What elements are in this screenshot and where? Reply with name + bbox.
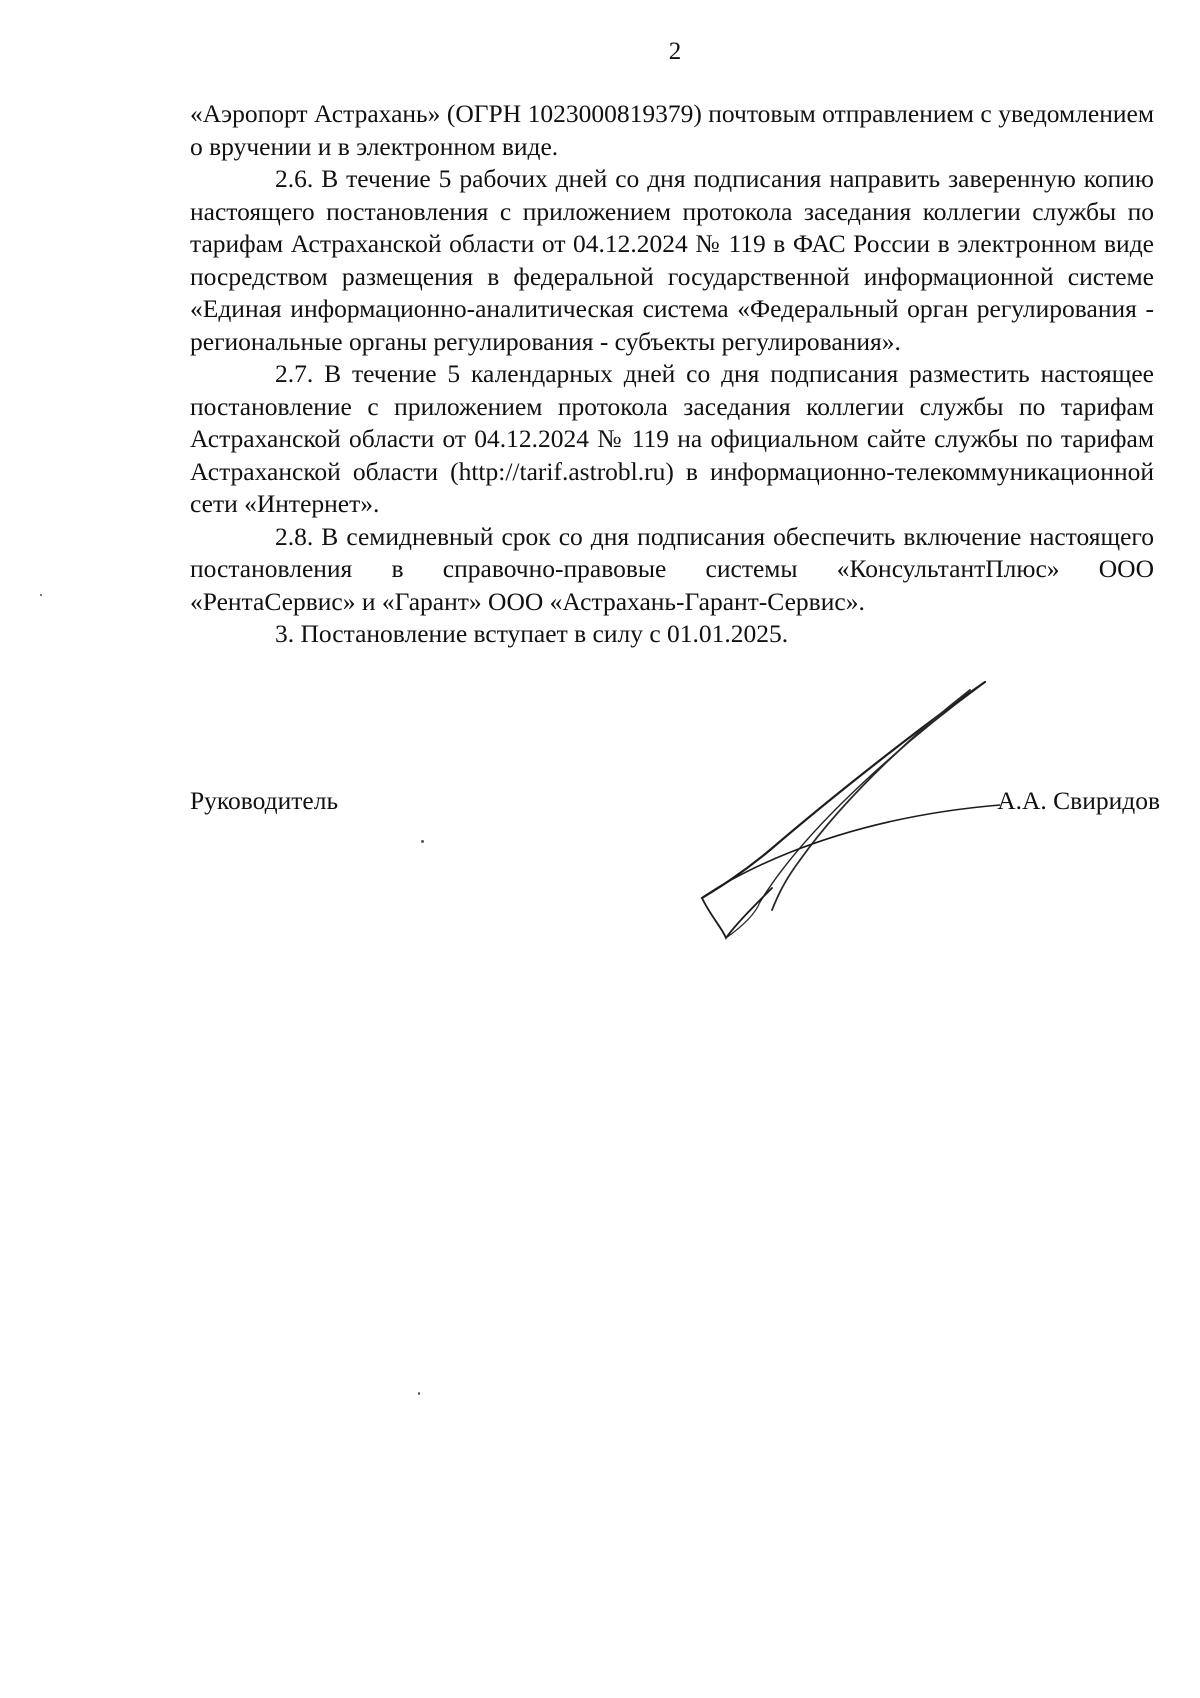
paragraph-continuation: «Аэропорт Астрахань» (ОГРН 1023000819379) почтовым отправлением с уведомлением о вручении и в электронном виде. — [190, 99, 1154, 161]
scan-speck — [418, 1392, 420, 1395]
page-number: 2 — [668, 38, 682, 65]
scan-speck — [40, 594, 42, 596]
handwritten-signature — [700, 670, 1000, 940]
scan-speck — [421, 840, 424, 843]
paragraph-2-8: 2.8. В семидневный срок со дня подписания обеспечить включение настоящего постановления в справочно-правовые системы «КонсультантПлюс» ООО «РентаСервис» и «Гарант» ООО «Астрахань-Гарант-Сервис». — [190, 521, 1154, 616]
signer-name: А.А. Свиридов — [997, 786, 1160, 815]
paragraph-2-6: 2.6. В течение 5 рабочих дней со дня подписания направить заверенную копию настоящего постановления с приложением протокола заседания коллегии службы по тарифам Астраханской области от 04.12.2024 № 119 в ФАС России в электронном виде посредством размещения в федеральной государственной информационной системе «Единая информационно-аналитическая система «Федеральный орган регулирования - региональные органы регулирования - субъекты регулирования». — [190, 164, 1154, 356]
paragraph-3: 3. Постановление вступает в силу с 01.01.2025. — [275, 619, 789, 648]
signer-position: Руководитель — [190, 786, 339, 815]
document-body — [190, 98, 1154, 651]
paragraph-2-7: 2.7. В течение 5 календарных дней со дня подписания разместить настоящее постановление с приложением протокола заседания коллегии службы по тарифам Астраханской области от 04.12.2024 № 119 на официальном сайте службы по тарифам Астраханской области (http://tarif.astrobl.ru) в информационно-телекоммуникационной сети «Интернет». — [190, 359, 1154, 518]
